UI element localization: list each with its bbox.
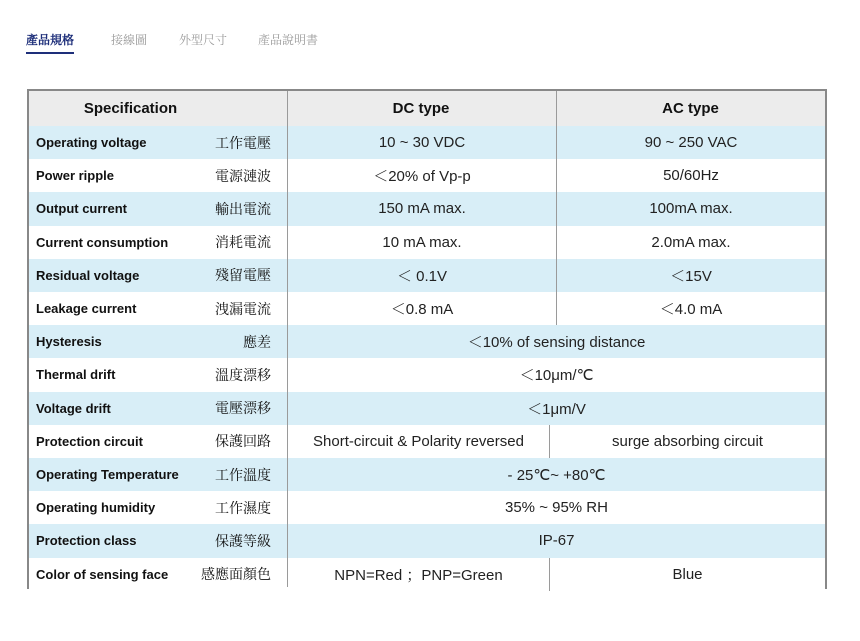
header-specification: Specification [83, 100, 178, 117]
spec-name-zh: 溫度漂移 [215, 367, 271, 384]
spec-name-en: Current consumption [36, 234, 169, 250]
table-row [29, 458, 825, 491]
spec-name-zh: 電壓漂移 [215, 401, 271, 418]
spec-value-ac: 2.0mA max. [651, 233, 731, 251]
spec-name-zh: 保護等級 [215, 533, 271, 550]
spec-value-ac: 90 ~ 250 VAC [644, 134, 738, 152]
spec-name-zh: 感應面顏色 [201, 567, 271, 584]
spec-name-en: Color of sensing face [36, 566, 169, 582]
spec-name-zh: 洩漏電流 [215, 301, 271, 318]
spec-value-dc: ＜0.8 mA [390, 301, 454, 319]
spec-value-dc: 10 ~ 30 VDC [378, 134, 466, 152]
spec-value-shared: - 25℃~ +80℃ [507, 466, 606, 484]
spec-name-en: Leakage current [36, 301, 137, 317]
spec-value-shared: ＜10μm/℃ [519, 367, 594, 385]
tab-dimensions[interactable]: 外型尺寸 [179, 33, 228, 47]
spec-name-en: Thermal drift [36, 367, 116, 383]
table-row [29, 126, 825, 159]
spec-name-en: Operating voltage [36, 135, 147, 151]
tab-wiring-diagram[interactable]: 接線圖 [111, 33, 148, 47]
table-row [29, 524, 825, 557]
divider-dc-ac [556, 91, 557, 325]
spec-value-shared: 35% ~ 95% RH [505, 499, 608, 517]
divider-spec [287, 91, 288, 587]
spec-value-ac: ＜15V [670, 267, 712, 285]
spec-name-zh: 殘留電壓 [215, 268, 271, 285]
spec-value-dc: NPN=Red ；PNP=Green [334, 566, 503, 584]
spec-value-dc: ＜20% of Vp-p [373, 168, 471, 186]
spec-name-zh: 工作濕度 [215, 500, 271, 517]
spec-name-en: Power ripple [36, 168, 115, 184]
table-row [29, 292, 825, 325]
tab-manual[interactable]: 產品說明書 [258, 33, 319, 47]
table-row [29, 226, 825, 259]
spec-name-zh: 電源漣波 [215, 168, 271, 185]
spec-table [27, 89, 827, 589]
spec-value-ac: 100mA max. [649, 200, 733, 218]
spec-value-shared: IP-67 [538, 532, 575, 550]
table-row [29, 425, 825, 458]
spec-value-shared: ＜1μm/V [527, 400, 586, 418]
table-row [29, 192, 825, 225]
table-row [29, 259, 825, 292]
row-divider [549, 558, 550, 591]
spec-value-dc: 10 mA max. [382, 233, 462, 251]
spec-value-ac: ＜4.0 mA [659, 301, 723, 319]
spec-name-en: Protection circuit [36, 433, 143, 449]
spec-name-en: Residual voltage [36, 267, 140, 283]
header-dc-type: DC type [392, 100, 450, 117]
spec-name-en: Output current [36, 201, 127, 217]
table-row [29, 558, 825, 591]
tab-product-specs[interactable]: 產品規格 [26, 31, 74, 54]
table-row [29, 159, 825, 192]
spec-name-zh: 消耗電流 [215, 235, 271, 252]
spec-value-dc: Short-circuit & Polarity reversed [313, 432, 524, 450]
table-row [29, 392, 825, 425]
table-row [29, 325, 825, 358]
table-header-row [29, 91, 825, 127]
spec-name-zh: 保護回路 [215, 434, 271, 451]
table-row [29, 358, 825, 391]
header-ac-type: AC type [662, 100, 719, 117]
spec-name-zh: 應差 [243, 334, 271, 351]
spec-value-ac: Blue [672, 565, 703, 583]
spec-value-ac: surge absorbing circuit [612, 432, 763, 450]
spec-name-en: Hysteresis [36, 334, 102, 350]
spec-value-dc: ＜ 0.1V [396, 267, 448, 285]
spec-name-en: Protection class [36, 533, 137, 549]
spec-name-zh: 輸出電流 [215, 201, 271, 218]
spec-name-zh: 工作溫度 [215, 467, 271, 484]
spec-name-en: Voltage drift [36, 400, 111, 416]
spec-name-en: Operating humidity [36, 500, 156, 516]
table-row [29, 491, 825, 524]
spec-value-ac: 50/60Hz [663, 167, 719, 185]
spec-value-shared: ＜10% of sensing distance [467, 334, 646, 352]
spec-name-zh: 工作電壓 [215, 135, 271, 152]
row-divider [549, 425, 550, 458]
spec-name-en: Operating Temperature [36, 467, 179, 483]
spec-value-dc: 150 mA max. [378, 200, 466, 218]
